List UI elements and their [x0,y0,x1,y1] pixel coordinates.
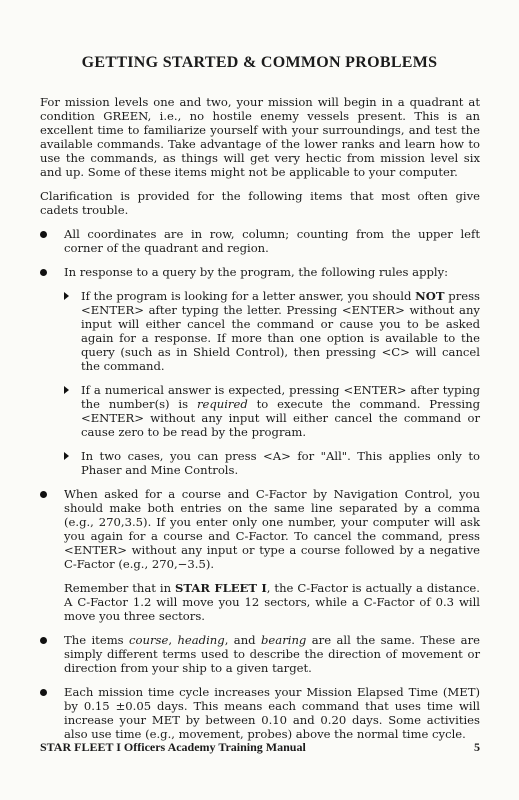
footer-title: STAR FLEET I Officers Academy Training Manual [40,740,306,754]
note-text-bold: STAR FLEET I [175,581,267,595]
bullet-text: , and [224,633,261,647]
bullet-text: The items [64,633,130,647]
note-text: , the C-Factor is actually a distance. A C-Factor 1.2 will move you 12 sectors, while a C-Factor of 0.3 will move you three sectors. [64,581,480,623]
bullet-dot-icon [40,689,47,696]
clarification-paragraph: Clarification is provided for the following items that most often give cadets trouble. [40,189,480,217]
sub-text-italic: required [196,397,248,411]
bullet-note [40,581,480,623]
sub-bullet-item [40,289,480,373]
bullet-item [40,633,480,675]
sub-text: If the program is looking for a letter answer, you should [81,289,416,303]
page-body [40,95,480,751]
sub-text-bold: NOT [415,289,445,303]
bullet-text: Each mission time cycle increases your Mission Elapsed Time (MET) by 0.15 ±0.05 days. This means each command that uses time will increase your MET by between 0.10 and 0.20 days. Some activities also use time (e.g., movement, probes) above the normal time cycle. [64,685,480,741]
sub-text: If a numerical answer is expected, pressing <ENTER> after typing the number(s) is [81,383,480,411]
intro-paragraph: For mission levels one and two, your mission will begin in a quadrant at condition GREEN, i.e., no hostile enemy vessels present. This is an excellent time to familiarize yourself with your surroundings, and test the available commands. Take advantage of the lower ranks and learn how to use the commands, as things will get very hectic from mission level six and up. Some of these items might not be applicable to your computer. [40,95,480,179]
bullet-text: When asked for a course and C-Factor by Navigation Control, you should make both entries on the same line separated by a comma (e.g., 270,3.5). If you enter only one number, your computer will ask you again for a course and C-Factor. To cancel the command, press <ENTER> without any input or type a course followed by a negative C-Factor (e.g., 270,−3.5). [64,487,480,571]
triangle-bullet-icon [64,452,69,460]
triangle-bullet-icon [64,386,69,394]
sub-bullet-item [40,383,480,439]
bullet-text: In response to a query by the program, the following rules apply: [64,265,449,279]
bullet-item [40,685,480,741]
page-number: 5 [474,740,480,754]
sub-text: to execute the command. Pressing <ENTER> without any input will either cancel the command or cause zero to be read by the program. [81,397,480,439]
page-title: GETTING STARTED & COMMON PROBLEMS [81,54,438,71]
bullet-text: All coordinates are in row, column; counting from the upper left corner of the quadrant and region. [64,227,480,255]
sub-text: press <ENTER> after typing the letter. Pressing <ENTER> without any input will either cancel the command or cause you to be asked again for a response. If more than one option is available to the query (such as in Shield Control), then pressing <C> will cancel the command. [81,289,480,373]
sub-bullet-item [40,449,480,477]
bullet-text: , [168,633,178,647]
bullet-text: are all the same. These are simply different terms used to describe the direction of movement or direction from your ship to a given target. [64,633,480,675]
page-footer [40,740,480,755]
bullet-dot-icon [40,231,47,238]
term-course: course [129,633,169,647]
bullet-dot-icon [40,491,47,498]
triangle-bullet-icon [64,292,69,300]
sub-text: In two cases, you can press <A> for "All". This applies only to Phaser and Mine Controls. [81,449,480,477]
bullet-item [40,487,480,571]
note-text: Remember that in [64,581,176,595]
bullet-item [40,265,480,279]
bullet-item [40,227,480,255]
term-bearing: bearing [261,633,307,647]
bullet-dot-icon [40,269,47,276]
bullet-dot-icon [40,637,47,644]
term-heading: heading [177,633,225,647]
